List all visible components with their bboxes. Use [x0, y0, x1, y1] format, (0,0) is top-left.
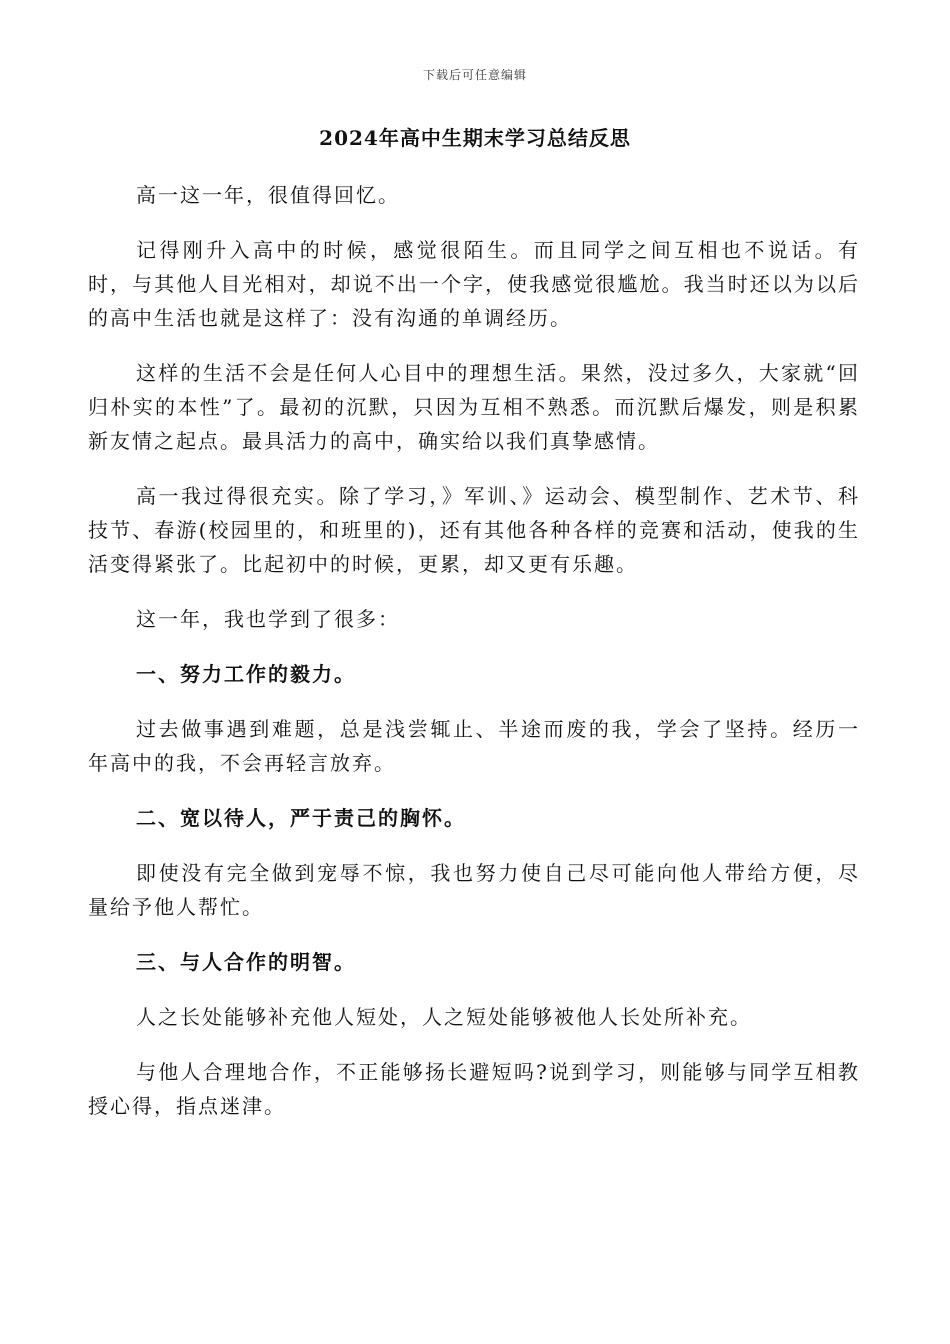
section-heading: 二、宽以待人，严于责己的胸怀。 [136, 806, 466, 830]
body-paragraph: 与他人合理地合作，不正能够扬长避短吗?说到学习，则能够与同学互相教授心得，指点迷津。 [88, 1060, 860, 1118]
body-paragraph: 记得刚升入高中的时候，感觉很陌生。而且同学之间互相也不说话。有时，与其他人目光相对，却说不出一个字，使我感觉很尴尬。我当时还以为以后的高中生活也就是这样了：没有沟通的单调经历。 [88, 238, 860, 330]
body-paragraph: 即使没有完全做到宠辱不惊，我也努力使自己尽可能向他人带给方便，尽量给予他人帮忙。 [88, 861, 860, 919]
body-paragraph: 这一年，我也学到了很多： [136, 607, 400, 631]
body-paragraph: 人之长处能够补充他人短处，人之短处能够被他人长处所补充。 [136, 1005, 752, 1029]
body-paragraph: 高一我过得很充实。除了学习，》军训、》运动会、模型制作、艺术节、科技节、春游(校园里的，和班里的)，还有其他各种各样的竞赛和活动，使我的生活变得紧张了。比起初中的时候，更累，却又更有乐趣。 [88, 484, 860, 576]
body-paragraph: 这样的生活不会是任何人心目中的理想生活。果然，没过多久，大家就“回归朴实的本性”了。最初的沉默，只因为互相不熟悉。而沉默后爆发，则是积累新友情之起点。最具活力的高中，确实给以我们真挚感情。 [88, 361, 860, 453]
body-paragraph: 过去做事遇到难题，总是浅尝辄止、半途而废的我，学会了坚持。经历一年高中的我，不会再轻言放弃。 [88, 717, 860, 775]
section-heading: 一、努力工作的毅力。 [136, 662, 356, 686]
body-paragraph: 高一这一年，很值得回忆。 [136, 183, 400, 207]
section-heading: 三、与人合作的明智。 [136, 950, 356, 974]
header-note: 下载后可任意编辑 [422, 68, 527, 82]
document-body [88, 178, 860, 1144]
document-title: 2024年高中生期末学习总结反思 [319, 126, 631, 150]
